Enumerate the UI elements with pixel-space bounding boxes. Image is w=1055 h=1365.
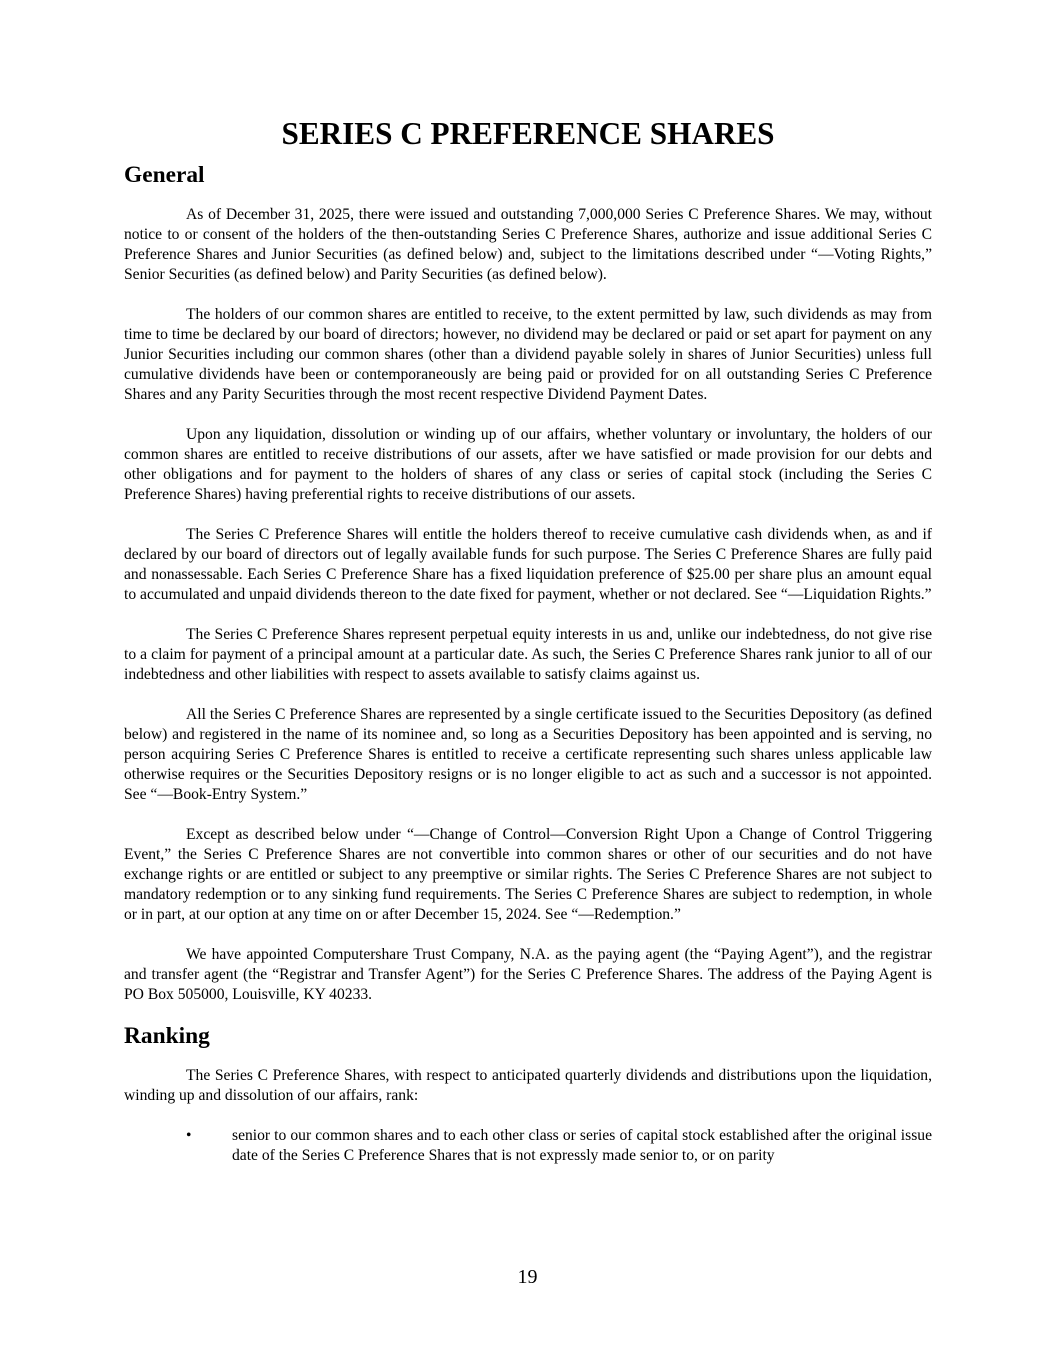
paragraph-common-dividends: The holders of our common shares are entitled to receive, to the extent permitted by law, such dividends as may from time to time be declared by our board of directors; however, no dividend may be declared or paid or set apart for payment on any Junior Securities including our common shares (other than a dividend payable solely in shares of Junior Securities) unless full cumulative dividends have been or contemporaneously are being paid or provided for on all outstanding Series C Preference Shares and any Parity Securities through the most recent respective Dividend Payment Dates. xyxy=(124,306,932,403)
page-number: 19 xyxy=(517,1266,538,1288)
paragraph-liquidation-distributions: Upon any liquidation, dissolution or winding up of our affairs, whether voluntary or involuntary, the holders of our common shares are entitled to receive distributions of our assets, after we have satisfied or made provision for our debts and other obligations and for payment to the holders of shares of any class or series of capital stock (including the Series C Preference Shares) having preferential rights to receive distributions of our assets. xyxy=(124,426,932,503)
paragraph-cumulative-dividends: The Series C Preference Shares will entitle the holders thereof to receive cumulative cash dividends when, as and if declared by our board of directors out of legally available funds for such purpose. The Series C Preference Shares are fully paid and nonassessable. Each Series C Preference Share has a fixed liquidation preference of $25.00 per share plus an amount equal to accumulated and unpaid dividends thereon to the date fixed for payment, whether or not declared. See “—Liquidation Rights.” xyxy=(124,526,932,603)
list-item xyxy=(124,1126,932,1166)
paragraph-conversion-redemption: Except as described below under “—Change of Control—Conversion Right Upon a Change of Control Triggering Event,” the Series C Preference Shares are not convertible into common shares or other of our securities and do not have exchange rights or are entitled or subject to any preemptive or similar rights. The Series C Preference Shares are not subject to mandatory redemption or to any sinking fund requirements. The Series C Preference Shares are subject to redemption, in whole or in part, at our option at any time on or after December 15, 2024. See “—Redemption.” xyxy=(124,826,932,923)
bullet-text: senior to our common shares and to each other class or series of capital stock established after the original issue date of the Series C Preference Shares that is not expressly made senior to, or on parity xyxy=(232,1127,932,1164)
ranking-bullet-list xyxy=(124,1126,932,1166)
paragraph-ranking-intro: The Series C Preference Shares, with respect to anticipated quarterly dividends and distributions upon the liquidation, winding up and dissolution of our affairs, rank: xyxy=(124,1067,932,1104)
paragraph-outstanding-shares: As of December 31, 2025, there were issued and outstanding 7,000,000 Series C Preference Shares. We may, without notice to or consent of the holders of the then-outstanding Series C Preference Shares, authorize and issue additional Series C Preference Shares and Junior Securities (as defined below) and, subject to the limitations described under “—Voting Rights,” Senior Securities (as defined below) and Parity Securities (as defined below). xyxy=(124,206,932,283)
section-heading-ranking: Ranking xyxy=(124,1023,210,1049)
page-content xyxy=(124,116,932,1166)
paragraph-paying-agent: We have appointed Computershare Trust Company, N.A. as the paying agent (the “Paying Agent”), and the registrar and transfer agent (the “Registrar and Transfer Agent”) for the Series C Preference Shares. The address of the Paying Agent is PO Box 505000, Louisville, KY 40233. xyxy=(124,946,932,1003)
bullet-icon: • xyxy=(186,1127,192,1144)
paragraph-perpetual-equity: The Series C Preference Shares represent perpetual equity interests in us and, unlike our indebtedness, do not give rise to a claim for payment of a principal amount at a particular date. As such, the Series C Preference Shares rank junior to all of our indebtedness and other liabilities with respect to assets available to satisfy claims against us. xyxy=(124,626,932,683)
section-heading-general: General xyxy=(124,162,205,188)
paragraph-certificate: All the Series C Preference Shares are represented by a single certificate issued to the Securities Depository (as defined below) and registered in the name of its nominee and, so long as a Securities Depository has been appointed and is serving, no person acquiring Series C Preference Shares is entitled to receive a certificate representing such shares unless applicable law otherwise requires or the Securities Depository resigns or is no longer eligible to act as such and a successor is not appointed. See “—Book-Entry System.” xyxy=(124,706,932,803)
document-title: SERIES C PREFERENCE SHARES xyxy=(281,116,775,151)
